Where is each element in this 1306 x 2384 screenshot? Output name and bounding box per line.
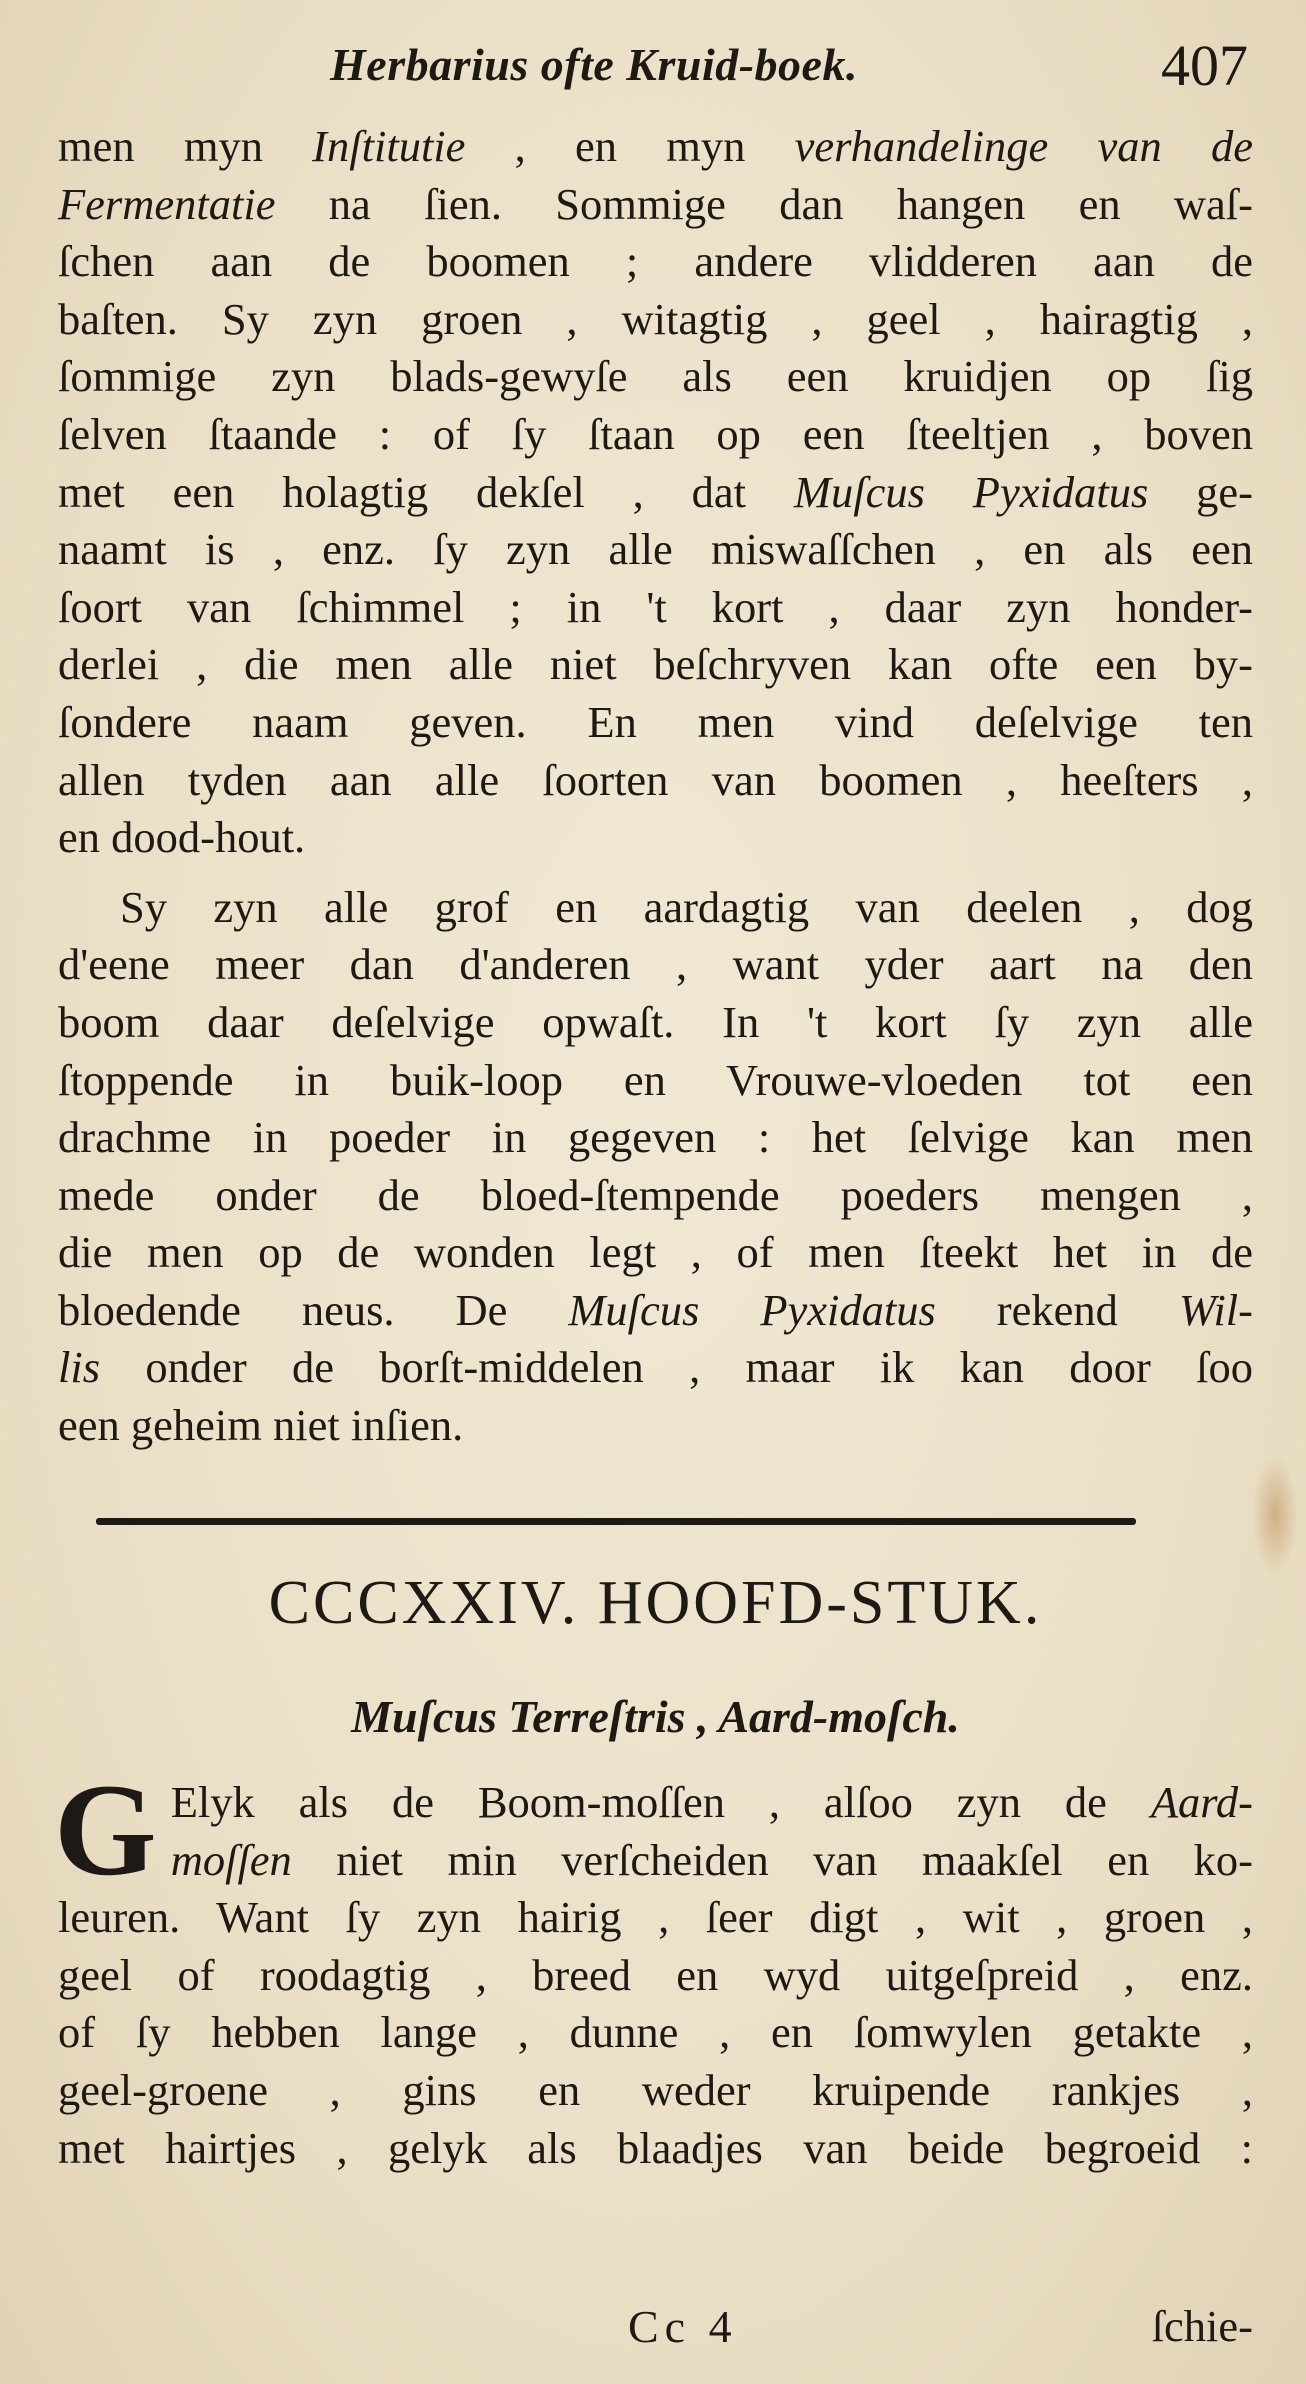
catchword: ſchie- [1151, 2301, 1253, 2351]
text-segment: met hairtjes , gelyk als blaadjes van beide begroeid : [58, 2122, 1253, 2173]
text-line [58, 176, 1253, 234]
text-segment: met een holagtig dekſel , dat [58, 466, 794, 517]
text-line [58, 348, 1253, 406]
text-segment: geel of roodagtig , breed en wyd uitgeſpreid , enz. [58, 1949, 1253, 2000]
text-line [58, 521, 1253, 579]
text-line [58, 579, 1253, 637]
text-segment: naamt is , enz. ſy zyn alle miswaſſchen , en als een [58, 524, 1253, 575]
italic-segment: Muſcus Pyxidatus [793, 466, 1149, 517]
section-rule [96, 1518, 1136, 1525]
text-segment: ſommige zyn blads-gewyſe als een kruidjen op ſig [58, 351, 1253, 402]
chapter-heading: CCCXXIV. HOOFD-STUK. [268, 1569, 1043, 1637]
text-segment: ſoort van ſchimmel ; in 't kort , daar zyn honder- [58, 581, 1253, 632]
text-segment: ge- [1148, 466, 1253, 517]
text-line [58, 291, 1253, 349]
text-line [58, 1167, 1253, 1225]
page-header [330, 32, 1260, 112]
text-segment: of ſy hebben lange , dunne , en ſomwylen getakte , [58, 2007, 1253, 2058]
text-line [58, 1052, 1253, 1110]
text-segment: mede onder de bloed-ſtempende poeders mengen , [58, 1169, 1253, 1220]
drop-cap: G [54, 1756, 157, 1903]
text-line [58, 1339, 1253, 1397]
italic-segment: Inſtitutie [312, 121, 466, 171]
text-segment: en dood-hout. [58, 812, 306, 863]
text-line [58, 118, 1253, 176]
text-line [58, 464, 1253, 522]
text-segment: d'eene meer dan d'anderen , want yder aart na den [58, 939, 1253, 990]
text-line [58, 752, 1253, 810]
text-segment: Elyk als de Boom-moſſen , alſoo zyn de [170, 1777, 1151, 1827]
text-segment: ſelven ſtaande : of ſy ſtaan op een ſteeltjen , boven [58, 408, 1253, 459]
text-line [58, 879, 1253, 937]
text-line [58, 1224, 1253, 1282]
text-segment: allen tyden aan alle ſoorten van boomen , heeſters , [58, 754, 1253, 805]
text-line [58, 1774, 1253, 1832]
text-line [58, 1109, 1253, 1167]
italic-segment: Aard- [1150, 1777, 1253, 1827]
text-segment: na ſien. Sommige dan hangen en waſ- [275, 178, 1253, 229]
text-segment: onder de borſt-middelen , maar ik kan door ſoo [100, 1342, 1253, 1393]
text-line [58, 936, 1253, 994]
text-segment: een geheim niet inſien. [58, 1400, 464, 1451]
italic-segment: verhandelinge van de [794, 121, 1253, 171]
text-line [58, 2004, 1253, 2062]
running-title: Herbarius ofte Kruid-boek. [330, 39, 858, 90]
text-segment: , en myn [465, 121, 795, 171]
chapter-subtitle: Muſcus Terreſtris , Aard-moſch. [351, 1691, 960, 1742]
italic-segment: moſſen [170, 1834, 292, 1885]
text-line [58, 1889, 1253, 1947]
text-segment: niet min verſcheiden van maakſel en ko- [291, 1834, 1253, 1885]
page-footer [58, 2300, 1253, 2360]
text-segment: leuren. Want ſy zyn hairig , ſeer digt , wit , groen , [58, 1892, 1253, 1943]
chapter-text [54, 1756, 1253, 2177]
page-number: 407 [1161, 33, 1248, 98]
text-line [58, 406, 1253, 464]
italic-segment: Muſcus Pyxidatus [568, 1284, 936, 1335]
italic-segment: lis [58, 1342, 101, 1393]
body-text [58, 118, 1253, 1455]
text-segment: bloedende neus. De [58, 1284, 569, 1335]
italic-segment: Fermentatie [58, 178, 276, 229]
text-line [58, 233, 1253, 291]
text-line [58, 1832, 1253, 1890]
text-segment: baſten. Sy zyn groen , witagtig , geel , hairagtig , [58, 293, 1253, 344]
text-line [58, 1282, 1253, 1340]
text-line [58, 2120, 1253, 2178]
chapter-paragraph [58, 1774, 1253, 2177]
text-segment: rekend [935, 1284, 1179, 1335]
paragraph-2 [58, 879, 1253, 1455]
text-line [58, 809, 1253, 867]
text-segment: ſtoppende in buik-loop en Vrouwe-vloeden tot een [58, 1054, 1253, 1105]
text-line [58, 636, 1253, 694]
text-line [58, 1947, 1253, 2005]
text-segment: boom daar deſelvige opwaſt. In 't kort ſy zyn alle [58, 996, 1253, 1047]
paragraph-1 [58, 118, 1253, 867]
text-segment: men myn [58, 121, 313, 171]
text-segment: drachme in poeder in gegeven : het ſelvige kan men [58, 1112, 1253, 1163]
text-segment: derlei , die men alle niet beſchryven kan ofte een by- [58, 639, 1253, 690]
signature-mark: Cc 4 [628, 2301, 738, 2352]
text-line [58, 1397, 1253, 1455]
italic-segment: Wil- [1178, 1284, 1253, 1335]
text-segment: geel-groene , gins en weder kruipende rankjes , [58, 2064, 1253, 2115]
text-line [58, 2062, 1253, 2120]
text-line [58, 994, 1253, 1052]
text-segment: ſchen aan de boomen ; andere vlidderen aan de [58, 236, 1253, 287]
text-line [58, 694, 1253, 752]
text-segment: ſondere naam geven. En men vind deſelvige ten [58, 696, 1253, 747]
text-segment: Sy zyn alle grof en aardagtig van deelen , dog [120, 881, 1253, 932]
paper-stain [1252, 1455, 1298, 1575]
text-segment: die men op de wonden legt , of men ſteekt het in de [58, 1227, 1253, 1278]
